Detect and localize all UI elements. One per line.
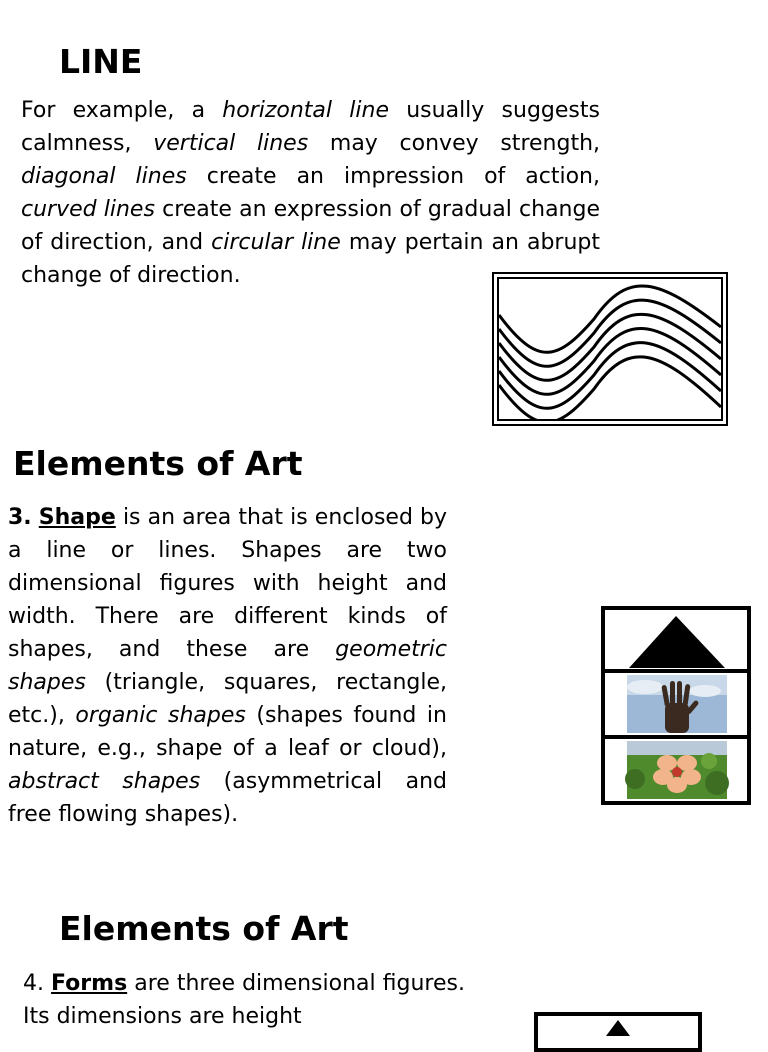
text-run: (asymmetrical and free flowing shapes). <box>8 769 447 827</box>
term-curved-lines: curved lines <box>21 197 155 222</box>
paragraph-forms <box>23 967 465 1033</box>
text-run: are three dimensional figures. Its dimensions are height <box>23 971 465 1029</box>
text-run: is an area that is enclosed by a line or lines. Shapes are two dimensional figures with height and width. There are different kinds of shapes, and these are <box>8 505 448 662</box>
hand-photo <box>605 673 747 735</box>
term-organic-shapes: organic shapes <box>75 703 246 728</box>
text-run: create an expression of gradual change of direction, and <box>21 197 600 255</box>
heading-elements-of-art-forms: Elements of Art <box>59 909 349 948</box>
geometric-shape-cell <box>605 610 747 670</box>
wave-lines-icon <box>499 279 721 419</box>
term-diagonal-lines: diagonal lines <box>21 164 187 189</box>
triangle-icon <box>605 610 747 670</box>
text-run: create an impression of action, <box>186 164 600 189</box>
item-number: 4. <box>23 971 44 996</box>
shape-examples-panel <box>601 606 751 805</box>
organic-shape-cell-hand <box>605 673 747 735</box>
curved-lines-illustration <box>492 272 728 426</box>
term-geometric-shapes: geometric shapes <box>8 637 447 695</box>
text-run: may pertain an abrupt change of direction. <box>21 230 600 288</box>
illustration-inner-frame <box>497 277 723 421</box>
forms-illustration <box>534 1012 702 1052</box>
term-shape: Shape <box>38 505 116 530</box>
organic-shape-cell-flower <box>605 739 747 801</box>
flower-photo <box>605 739 747 801</box>
text-run: (triangle, squares, rectangle, etc.), <box>8 670 447 728</box>
term-horizontal-line: horizontal line <box>222 98 389 123</box>
term-vertical-lines: vertical lines <box>153 131 309 156</box>
heading-line: LINE <box>59 42 143 81</box>
term-abstract-shapes: abstract shapes <box>8 769 201 794</box>
text-run: usually suggests calmness, <box>21 98 600 156</box>
term-circular-line: circular line <box>211 230 341 255</box>
heading-elements-of-art-shape: Elements of Art <box>13 444 303 483</box>
item-number: 3. <box>8 505 32 530</box>
text-run: may convey strength, <box>308 131 601 156</box>
text-run: For example, a <box>21 98 223 123</box>
form-shape-icon <box>538 1016 698 1048</box>
text-run: (shapes found in nature, e.g., shape of a leaf or cloud), <box>8 703 447 761</box>
term-forms: Forms <box>51 971 128 996</box>
paragraph-line <box>21 94 600 292</box>
paragraph-shape <box>8 501 447 831</box>
